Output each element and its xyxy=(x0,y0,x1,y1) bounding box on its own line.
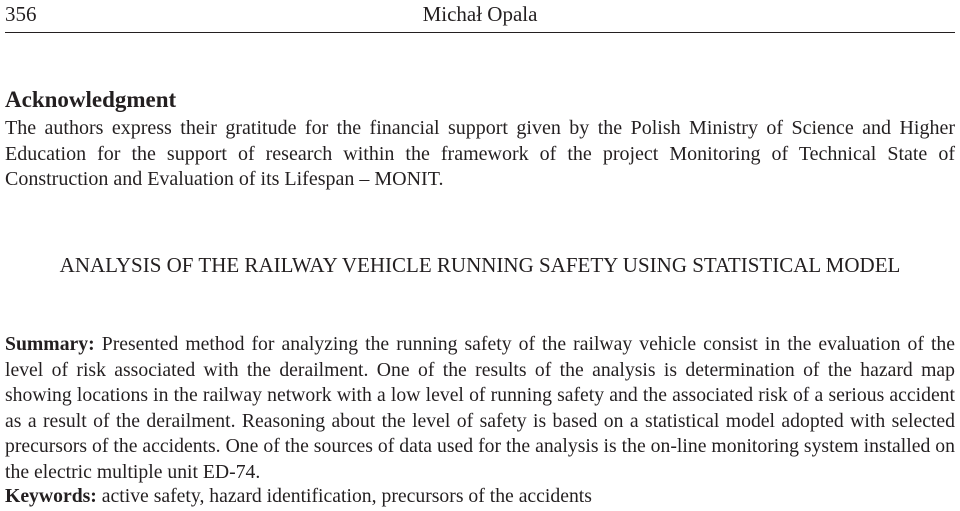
summary-label: Summary: xyxy=(5,333,95,355)
article-title: ANALYSIS OF THE RAILWAY VEHICLE RUNNING SAFETY USING STATISTICAL MODEL xyxy=(59,253,901,277)
page-number: 356 xyxy=(5,2,37,26)
summary-text: Presented method for analyzing the running safety of the railway vehicle consist in the evaluation of the level of risk associated with the derailment. One of the results of the analysis is determination of the hazard map showing locations in the railway network with a low level of running safety and the associated risk of a serious accident as a result of the derailment. Reasoning about the level of safety is based on a statistical model adopted with selected precursors of the accidents. One of the sources of data used for the analysis is the on-line monitoring system installed on the electric multiple unit ED-74. xyxy=(5,333,956,483)
keywords-label: Keywords: xyxy=(5,485,97,507)
keywords-text: active safety, hazard identification, precursors of the accidents xyxy=(101,485,592,507)
keywords-paragraph xyxy=(5,484,955,510)
header-rule xyxy=(5,32,955,33)
acknowledgment-heading: Acknowledgment xyxy=(5,87,177,112)
acknowledgment-body: The authors express their gratitude for the financial support given by the Polish Ministry of Science and Higher Education for the support of research within the framework of the project Monitoring of Technical State of Construction and Evaluation of its Lifespan – MONIT. xyxy=(5,117,955,190)
running-header-author: Michał Opala xyxy=(422,2,538,26)
summary-paragraph xyxy=(5,332,955,485)
page-header xyxy=(0,0,960,30)
